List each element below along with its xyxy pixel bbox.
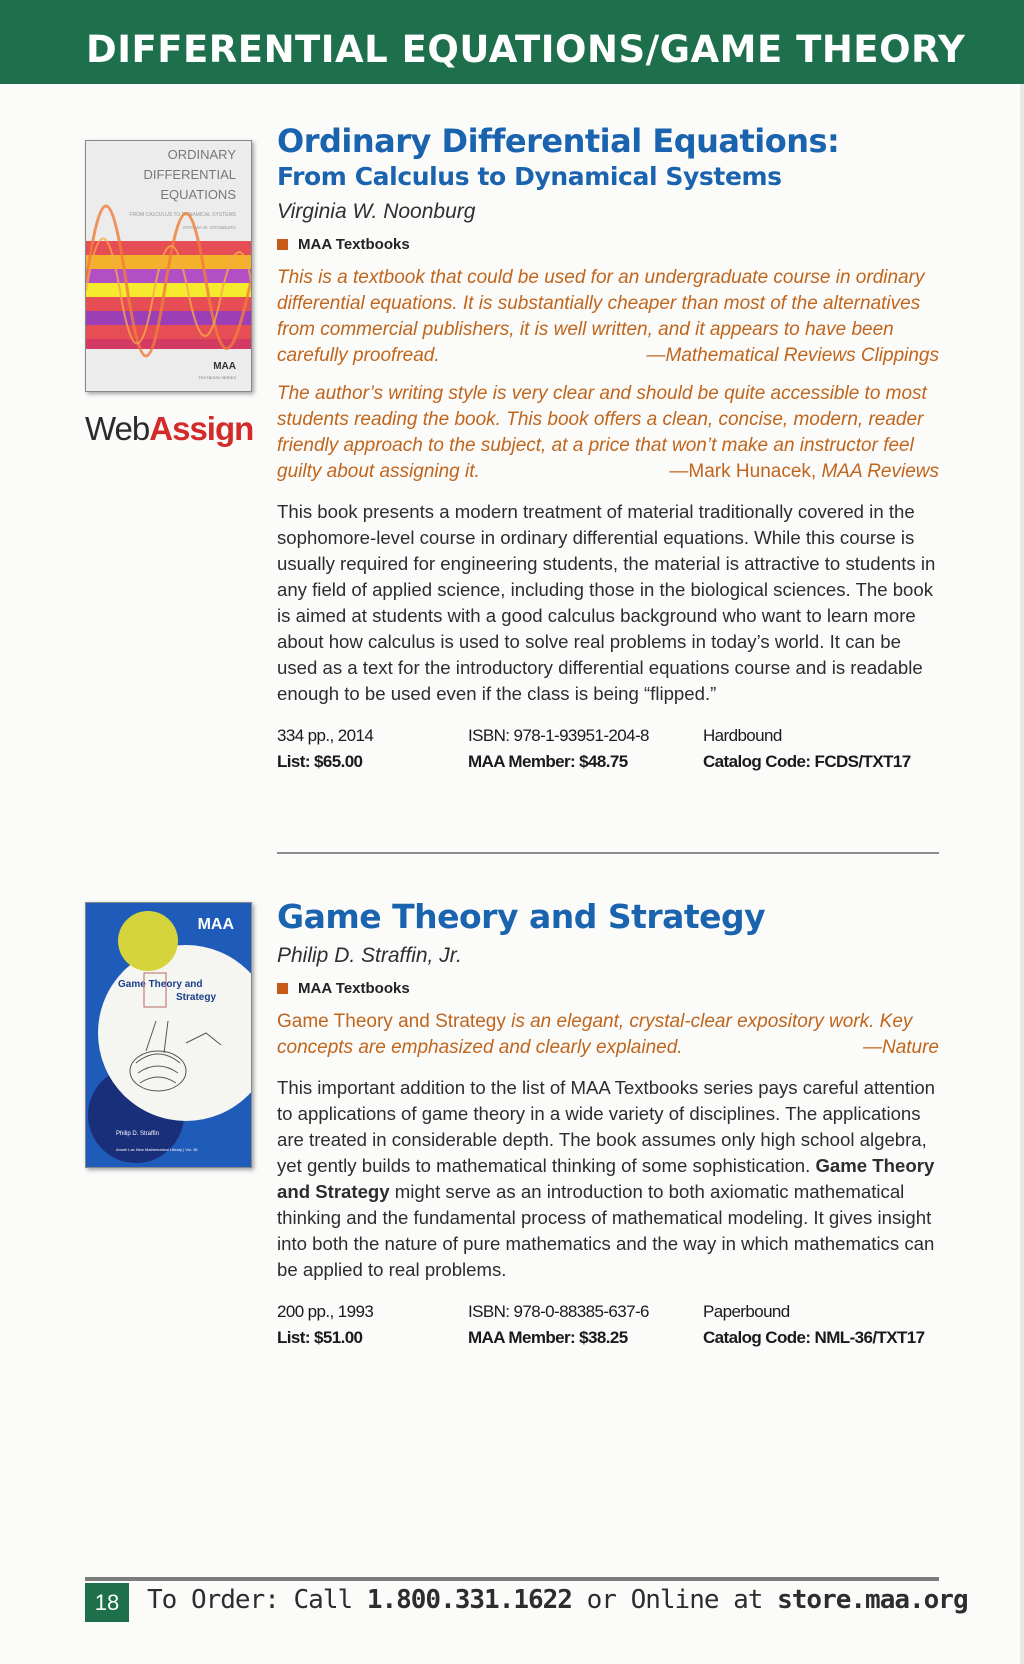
footer-rule xyxy=(85,1577,939,1581)
cover-line1: ORDINARY xyxy=(167,147,236,162)
description-title-ref: Game Theory and Strategy xyxy=(277,1155,935,1202)
page-edge xyxy=(1020,84,1024,1664)
cover-line3: EQUATIONS xyxy=(160,187,236,202)
review-2 xyxy=(277,381,939,485)
pages-year: 200 pp., 1993 xyxy=(277,1302,374,1321)
cover-title-2: Strategy xyxy=(176,992,217,1003)
book2-author: Philip D. Straffin, Jr. xyxy=(277,944,462,967)
isbn: ISBN: 978-0-88385-637-6 xyxy=(468,1302,649,1321)
book2-series xyxy=(277,980,939,997)
section-divider xyxy=(277,852,939,854)
cover-author: VIRGINIA W. NOONBURG xyxy=(182,225,236,230)
book2-entry xyxy=(277,898,939,1351)
book-cover-game-theory[interactable] xyxy=(85,902,252,1168)
review-title-ref: Game Theory and Strategy xyxy=(277,1011,506,1032)
book2-description: This important addition to the list of MAA Textbooks series pays careful attention to applications of game theory in a wide variety of disciplines. The applications are treated in considerable depth. The book assumes only high school algebra, yet gently builds to mathematical thinking of some sophistication. Game Theory and Strategy might serve as an introduction to both axiomatic mathematical thinking and the fundamental process of mathematical modeling. It gives insight into both the nature of pure mathematics and the way in which mathematics can be applied to real problems. xyxy=(277,1077,936,1280)
order-phone[interactable]: 1.800.331.1622 xyxy=(366,1585,572,1615)
cover-subtitle: FROM CALCULUS TO DYNAMICAL SYSTEMS xyxy=(129,212,236,218)
review-text: is an elegant, crystal-clear expository work. Key concepts are emphasized and clearly explained. xyxy=(277,1011,913,1058)
book1-title[interactable]: Ordinary Differential Equations: xyxy=(277,122,840,160)
cover-publisher: MAA xyxy=(213,361,236,372)
webassign-logo[interactable] xyxy=(85,410,253,448)
list-price: List: $51.00 xyxy=(277,1328,363,1347)
logo-web: Web xyxy=(85,410,150,447)
catalog-code: Catalog Code: FCDS/TXT17 xyxy=(703,752,911,771)
review-text: The author’s writing style is very clear and should be quite accessible to most students reading the book. This book offers a clean, concise, modern, reader friendly approach to the subject, at a price that won’t make an instructor feel guilty about assigning it. xyxy=(277,383,927,482)
member-price: MAA Member: $48.75 xyxy=(468,752,628,771)
cover-line2: DIFFERENTIAL xyxy=(143,167,236,182)
pages-year: 334 pp., 2014 xyxy=(277,726,374,745)
binding: Hardbound xyxy=(703,726,782,745)
review-nature xyxy=(277,1009,939,1061)
book1-pubinfo xyxy=(277,723,939,775)
series-label: MAA Textbooks xyxy=(298,980,410,997)
book1-entry xyxy=(277,122,939,775)
series-bullet-icon xyxy=(277,239,288,250)
book2-pubinfo xyxy=(277,1299,939,1351)
cover-publisher: MAA xyxy=(197,916,234,933)
review-text: This is a textbook that could be used for an undergraduate course in ordinary differential equations. It is substantially cheaper than most of the alternatives from commercial publishers, it is well written, and it appears to have been carefully proofread. xyxy=(277,267,925,366)
book1-description: This book presents a modern treatment of material traditionally covered in the sophomore-level course in ordinary differential equations. While this course is usually required for engineering students, the material is attractive to students in any field of applied science, including those in the biological sciences. The book is aimed at students with a good calculus background who want to learn more about how calculus is used to solve real problems in today’s world. It can be used as a text for the introductory differential equations course and is readable enough to be used even if the class is being “flipped.” xyxy=(277,501,936,704)
cover-series: TEXTBOOK SERIES xyxy=(198,375,236,380)
order-info: To Order: Call 1.800.331.1622 or Online at store.maa.org xyxy=(147,1585,968,1615)
ode-cover-art xyxy=(86,141,251,391)
review-attribution: —Nature xyxy=(862,1037,939,1058)
review-attribution: —Mark Hunacek, MAA Reviews xyxy=(669,461,939,482)
review-attribution: —Mathematical Reviews Clippings xyxy=(646,345,939,366)
binding: Paperbound xyxy=(703,1302,790,1321)
book1-author: Virginia W. Noonburg xyxy=(277,200,476,223)
page-number: 18 xyxy=(85,1583,129,1622)
member-price: MAA Member: $38.25 xyxy=(468,1328,628,1347)
book1-subtitle: From Calculus to Dynamical Systems xyxy=(277,162,782,191)
book1-series xyxy=(277,236,939,253)
order-website-link[interactable]: store.maa.org xyxy=(777,1585,968,1615)
section-title: DIFFERENTIAL EQUATIONS/GAME THEORY xyxy=(86,28,966,71)
series-bullet-icon xyxy=(277,983,288,994)
logo-assign: Assign xyxy=(149,410,254,447)
cover-series: Anneli Lax New Mathematical Library | Vol. 36 xyxy=(116,1147,198,1152)
series-label: MAA Textbooks xyxy=(298,236,410,253)
book-cover-ode[interactable] xyxy=(85,140,252,392)
catalog-code: Catalog Code: NML-36/TXT17 xyxy=(703,1328,925,1347)
list-price: List: $65.00 xyxy=(277,752,363,771)
game-theory-cover-art xyxy=(86,903,251,1167)
cover-title-1: Game Theory and xyxy=(118,979,203,990)
review-1 xyxy=(277,265,939,369)
page-header xyxy=(0,0,1024,84)
isbn: ISBN: 978-1-93951-204-8 xyxy=(468,726,649,745)
book2-title[interactable]: Game Theory and Strategy xyxy=(277,897,766,936)
cover-author: Philip D. Straffin xyxy=(116,1131,159,1137)
